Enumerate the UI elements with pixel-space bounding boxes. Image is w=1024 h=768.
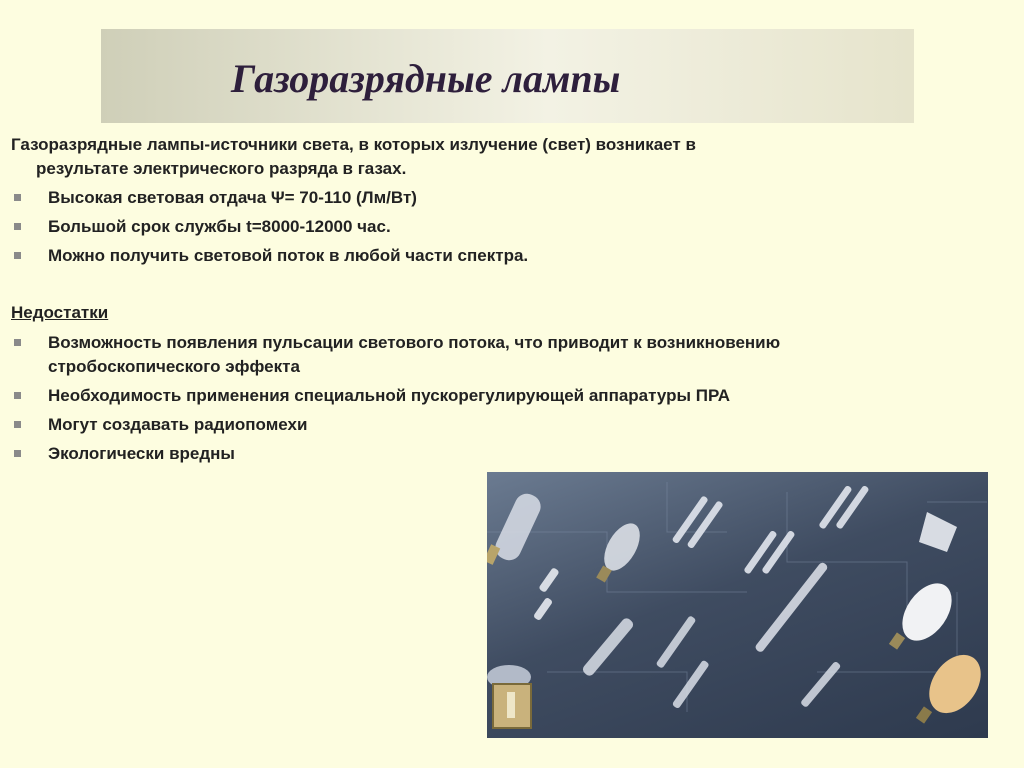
- list-item: [11, 442, 891, 466]
- slide-title: Газоразрядные лампы: [231, 56, 621, 101]
- list-item: [11, 331, 891, 379]
- square-bullet-icon: [14, 252, 21, 259]
- disadvantage-text: Могут создавать радиопомехи: [48, 415, 308, 434]
- lamps-illustration: [487, 472, 988, 738]
- list-item: [11, 186, 891, 210]
- lamp-ovoid-amber: [916, 645, 988, 723]
- lamps-photo: [487, 472, 988, 738]
- lamp-elliptical: [596, 517, 647, 582]
- square-bullet-icon: [14, 421, 21, 428]
- square-bullet-icon: [14, 194, 21, 201]
- title-banner: [101, 29, 914, 123]
- lamp-ovoid-white: [889, 574, 962, 649]
- square-bullet-icon: [14, 450, 21, 457]
- intro-line-2: результате электрического разряда в газах.: [36, 159, 407, 178]
- disadvantage-text: Необходимость применения специальной пускорегулирующей аппаратуры ПРА: [48, 386, 731, 405]
- intro-line-1: Газоразрядные лампы-источники света, в которых излучение (свет) возникает в: [11, 135, 696, 154]
- list-item: [11, 384, 891, 408]
- square-bullet-icon: [14, 392, 21, 399]
- disadvantages-list: [11, 331, 891, 471]
- advantage-text: Высокая световая отдача Ψ= 70-110 (Лм/Вт): [48, 188, 417, 207]
- list-item: [11, 215, 891, 239]
- advantage-text: Большой срок службы t=8000-12000 час.: [48, 217, 391, 236]
- disadvantage-text: Экологически вредны: [48, 444, 235, 463]
- advantage-text: Можно получить световой поток в любой части спектра.: [48, 246, 529, 265]
- list-item: [11, 413, 891, 437]
- disadvantages-heading: Недостатки: [11, 303, 109, 322]
- lamp-tubular-left: [487, 490, 545, 565]
- intro-text: [11, 133, 851, 181]
- square-bullet-icon: [14, 223, 21, 230]
- list-item: [11, 244, 891, 268]
- square-bullet-icon: [14, 339, 21, 346]
- disadvantage-text: Возможность появления пульсации светового потока, что приводит к возникновению стробоскопического эффекта: [48, 333, 781, 376]
- advantages-list: [11, 186, 891, 273]
